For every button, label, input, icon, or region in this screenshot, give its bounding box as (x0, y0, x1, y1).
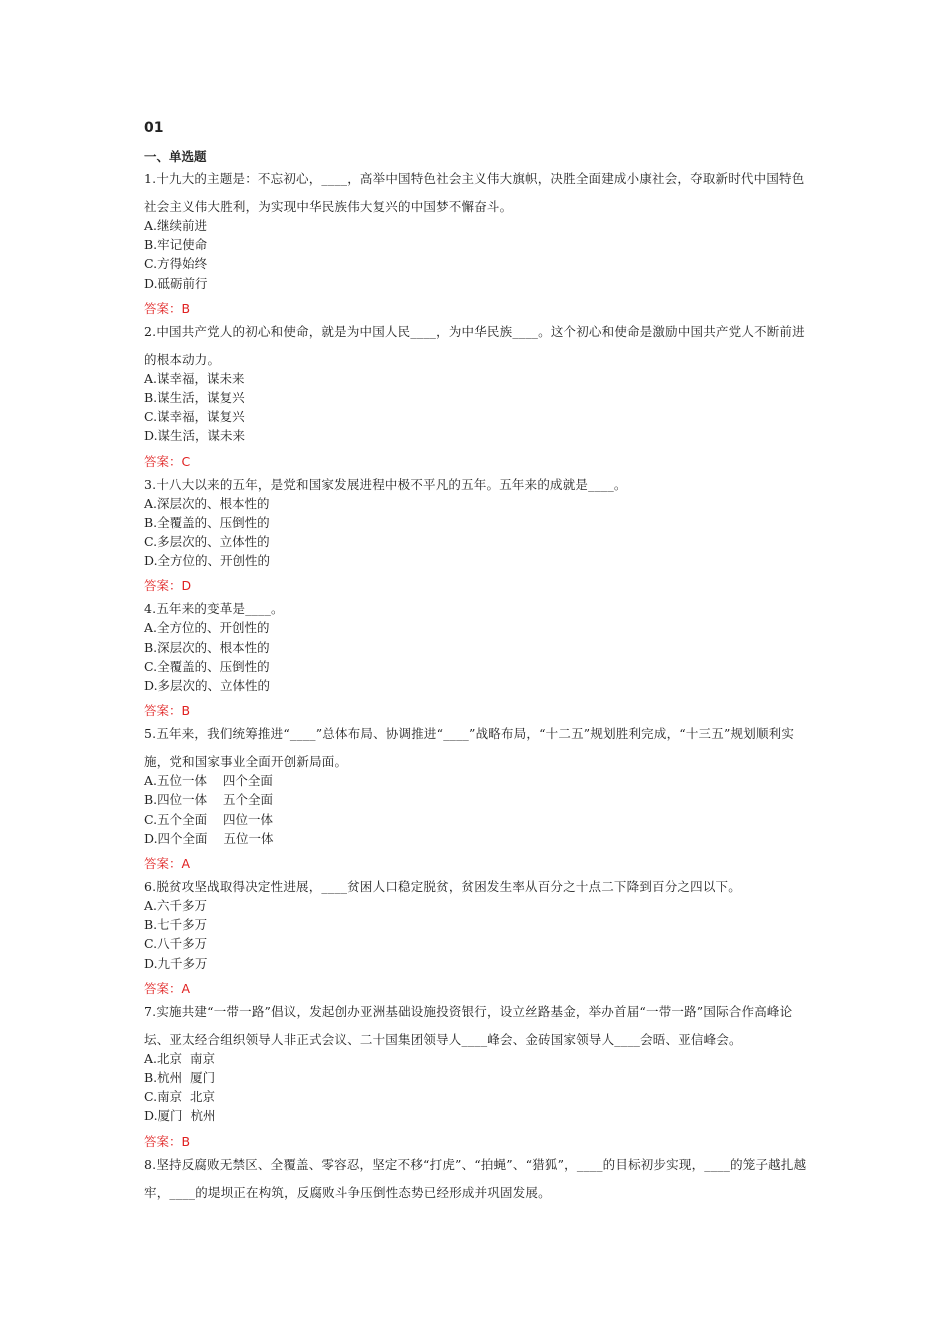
answer-option: B.四位一体 五个全面 (144, 792, 274, 808)
answer-option: C.方得始终 (144, 256, 208, 272)
answer-key: 答案：D (144, 578, 192, 594)
question-stem: 2.中国共产党人的初心和使命，就是为中国人民____，为中华民族____。这个初心和使命是激励中国共产党人不断前进的根本动力。 (144, 323, 805, 367)
answer-option: B.杭州 厦门 (144, 1070, 216, 1086)
answer-option: A.谋幸福，谋未来 (144, 370, 245, 386)
section-heading-single-choice: 一、单选题 (144, 149, 207, 164)
option-list (144, 369, 814, 446)
question-list (144, 165, 814, 1207)
question-stem: 6.脱贫攻坚战取得决定性进展，____贫困人口稳定脱贫，贫困发生率从百分之十点二下降到百分之四以下。 (144, 879, 741, 895)
answer-option: C.八千多万 (144, 936, 208, 952)
option-list (144, 896, 814, 973)
answer-option: C.多层次的、立体性的 (144, 534, 270, 550)
answer-option: B.深层次的、根本性的 (144, 639, 270, 655)
answer-option: A.六千多万 (144, 898, 208, 914)
answer-option: A.深层次的、根本性的 (144, 495, 270, 511)
answer-option: C.五个全面 四位一体 (144, 811, 273, 827)
option-list (144, 1049, 814, 1126)
answer-option: A.北京 南京 (144, 1050, 215, 1066)
question-stem: 8.坚持反腐败无禁区、全覆盖、零容忍，坚定不移“打虎”、“拍蝇”、“猎狐”，____的目标初步实现，____的笼子越扎越牢，____的堤坝正在构筑，反腐败斗争压倒性态势已经形成并巩固发展。 (144, 1156, 807, 1200)
answer-key: 答案：B (144, 1133, 191, 1149)
question-stem: 5.五年来，我们统筹推进“____”总体布局、协调推进“____”战略布局，“十二五”规划胜利完成，“十三五”规划顺利实施，党和国家事业全面开创新局面。 (144, 726, 795, 770)
document-number-heading: 01 (144, 120, 164, 136)
question-item (144, 165, 814, 319)
answer-option: A.五位一体 四个全面 (144, 773, 273, 789)
answer-option: D.四个全面 五位一体 (144, 830, 274, 846)
option-list (144, 494, 814, 571)
question-item (144, 1151, 814, 1207)
answer-option: D.多层次的、立体性的 (144, 678, 271, 694)
option-list (144, 216, 814, 293)
answer-option: B.七千多万 (144, 917, 208, 933)
question-stem: 3.十八大以来的五年，是党和国家发展进程中极不平凡的五年。五年来的成就是____。 (144, 476, 627, 492)
answer-option: C.谋幸福，谋复兴 (144, 409, 245, 425)
answer-key: 答案：B (144, 703, 191, 719)
answer-option: B.谋生活，谋复兴 (144, 390, 245, 406)
answer-option: D.全方位的、开创性的 (144, 553, 271, 569)
answer-option: D.谋生活，谋未来 (144, 428, 246, 444)
answer-option: D.砥砺前行 (144, 275, 208, 291)
question-stem: 1.十九大的主题是：不忘初心，____，高举中国特色社会主义伟大旗帜，决胜全面建成小康社会，夺取新时代中国特色社会主义伟大胜利，为实现中华民族伟大复兴的中国梦不懈奋斗。 (144, 171, 805, 214)
answer-option: B.牢记使命 (144, 237, 208, 253)
answer-option: D.九千多万 (144, 955, 208, 971)
question-item (144, 720, 814, 874)
answer-key: 答案：B (144, 300, 191, 316)
answer-key: 答案：C (144, 453, 191, 469)
question-item (144, 998, 814, 1152)
answer-option: D.厦门 杭州 (144, 1108, 216, 1124)
question-item (144, 318, 814, 472)
question-item (144, 873, 814, 999)
answer-option: A.全方位的、开创性的 (144, 620, 270, 636)
option-list (144, 618, 814, 695)
answer-key: 答案：A (144, 856, 191, 872)
answer-option: A.继续前进 (144, 218, 208, 233)
option-list (144, 771, 814, 848)
answer-key: 答案：A (144, 980, 191, 996)
answer-option: C.南京 北京 (144, 1089, 216, 1105)
question-item (144, 471, 814, 597)
question-stem: 4.五年来的变革是____。 (144, 601, 284, 617)
question-stem: 7.实施共建“一带一路”倡议，发起创办亚洲基础设施投资银行，设立丝路基金，举办首届“一带一路”国际合作高峰论坛、亚太经合组织领导人非正式会议、二十国集团领导人____峰会、金砖国家领导人____会晤、亚信峰会。 (144, 1003, 793, 1047)
document-page (144, 118, 814, 1206)
answer-option: C.全覆盖的、压倒性的 (144, 658, 270, 674)
question-item (144, 595, 814, 721)
answer-option: B.全覆盖的、压倒性的 (144, 514, 270, 530)
